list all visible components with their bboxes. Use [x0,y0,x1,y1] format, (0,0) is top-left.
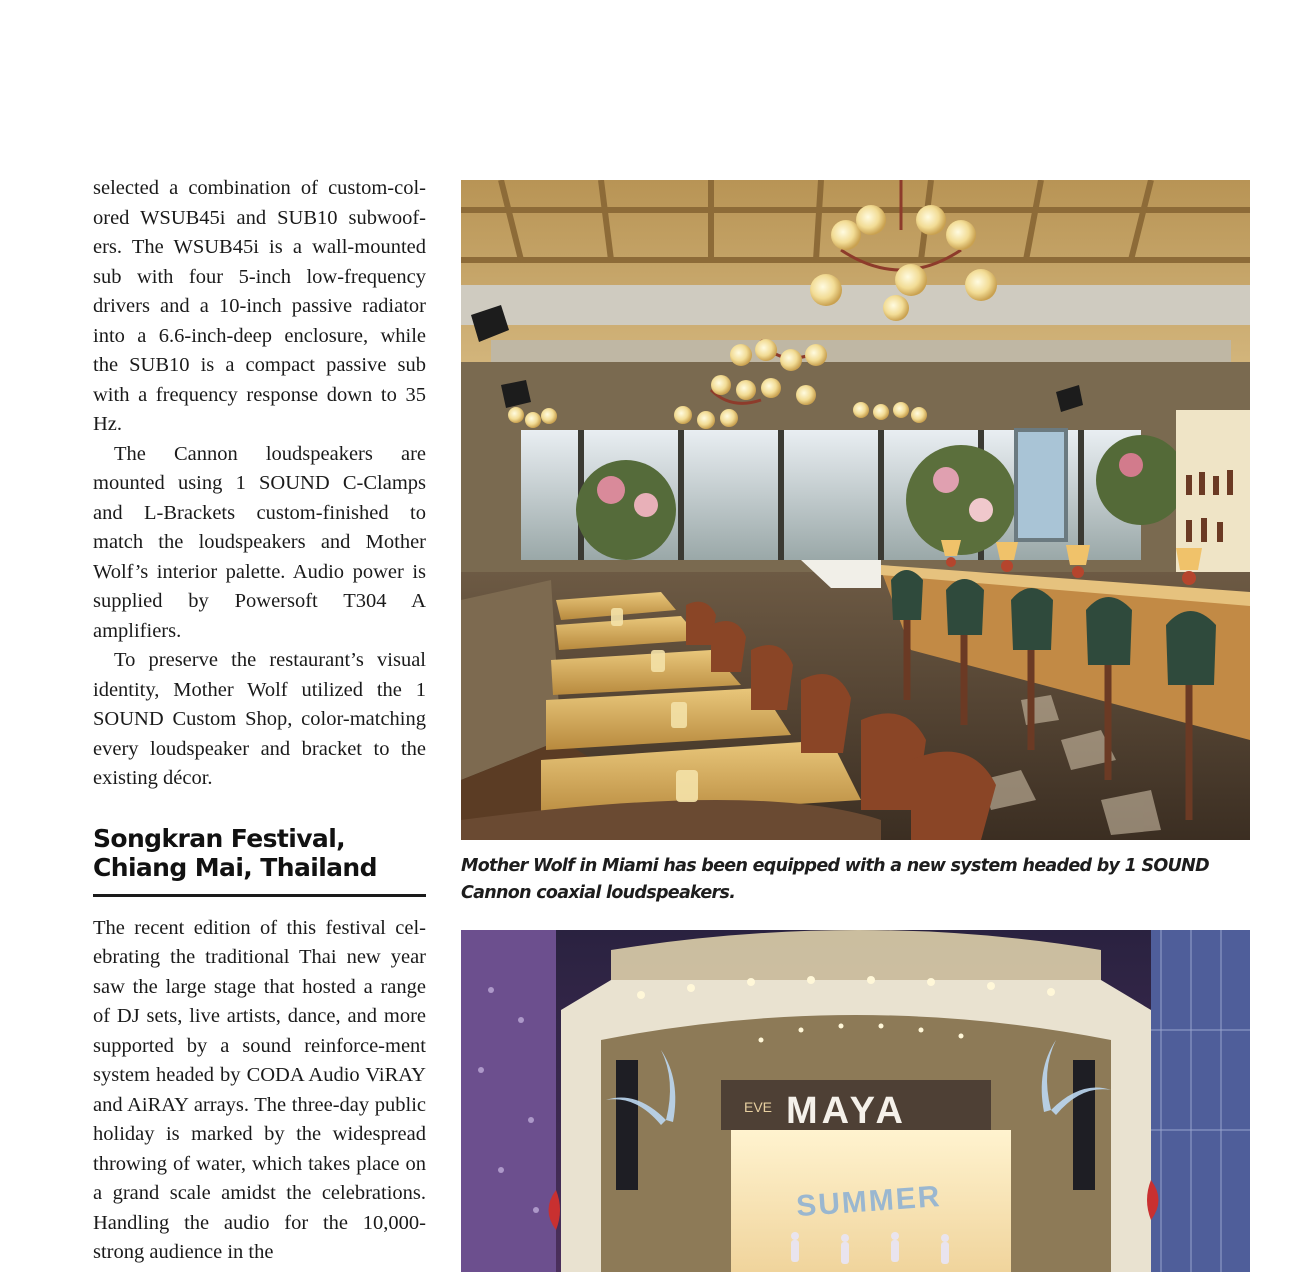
intro-paragraph: selected a combination of custom-col-ored WSUB45i and SUB10 subwoof-ers. The WSUB45i is a wall-mounted sub with four 5-inch low-frequency drivers and a 10-inch passive radiator into a 6.6-inch-deep enclosure, while the SUB10 is a compact passive sub with a frequency response down to 35 Hz. [93,177,426,435]
photo-caption: Mother Wolf in Miami has been equipped with a new system headed by 1 SOUND Cannon coaxial loudspeakers. [461,856,1209,903]
sign-main-text: MAYA [786,1090,907,1132]
soffit-lower [491,340,1231,362]
sign-small-text: EVE [744,1099,773,1115]
paragraph-cannon-mounting: The Cannon loudspeakers are mounted using 1 SOUND C-Clamps and L-Brackets custom-finished to match the loudspeakers and Mother Wolf’s interior palette. Audio power is supplied by Powersoft T304 A amplifiers. [93,442,426,642]
songkran-paragraph: The recent edition of this festival cel-ebrating the traditional Thai new year saw the large stage that hosted a range of DJ sets, live artists, dance, and more supported by a sound reinforce-ment system headed by CODA Audio ViRAY and AiRAY arrays. The three-day public holiday is marked by the widespread throwing of water, which takes place on a grand scale amidst the celebrations. Handling the audio for the 10,000-strong audience in the [93,916,426,1263]
restaurant-photo-illustration [461,180,1250,840]
section-heading-line-2: Chiang Mai, Thailand [93,852,377,882]
left-led-wall [461,930,556,1272]
festival-stage-illustration [461,930,1250,1272]
article-column [93,174,426,1268]
soffit [461,285,1250,325]
restaurant-photo [461,180,1250,840]
section-heading [93,824,426,897]
right-led-wall [1151,930,1250,1272]
festival-stage-photo [461,930,1250,1272]
section-heading-line-1: Songkran Festival, [93,823,346,853]
screen-text: SUMMER [795,1180,943,1224]
paragraph-custom-shop: To preserve the restaurant’s visual identity, Mother Wolf utilized the 1 SOUND Custom Shop, color-matching every loudspeaker and bracket to the existing décor. [93,649,426,789]
wall-artwork [1016,430,1066,540]
